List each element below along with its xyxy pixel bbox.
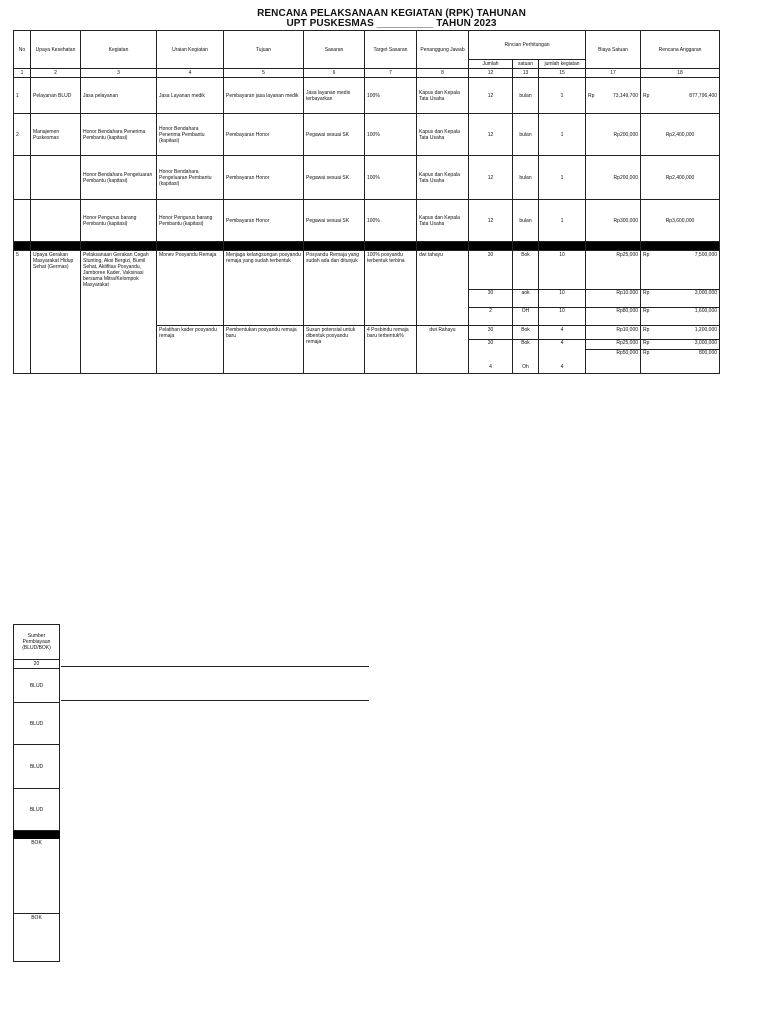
sub-value: 30 (487, 340, 494, 346)
cell-anggaran (641, 78, 720, 114)
anggaran-value: 877,796,400 (689, 92, 718, 99)
cell-uraian: Pelatihan kader posyandu remaja (157, 326, 224, 374)
col-header-uraian: Uraian Kegiatan (157, 31, 224, 69)
cell-pj: Kapus dan Kepala Tata Usaha (417, 200, 469, 242)
sub-value: 10 (559, 252, 565, 258)
cell-tujuan: Pembayaran Honor (224, 114, 304, 156)
col-header-upaya: Upaya Kesehatan (31, 31, 81, 69)
title-clip (0, 0, 768, 19)
currency-prefix: Rp (643, 308, 650, 314)
biaya-value: 73,149,700 (612, 92, 639, 99)
source-value: BLUD (14, 745, 60, 789)
cell-satuan: bulan (513, 156, 539, 200)
grid-line (61, 666, 369, 667)
cell-satuan (513, 251, 539, 326)
cell-target: 100% (365, 114, 417, 156)
cell-anggaran: Rp2,400,000 (641, 156, 720, 200)
sub-value: 2 (489, 308, 492, 314)
sub-value: 4 (560, 364, 564, 370)
table-row (14, 251, 720, 326)
col-header-jumlah: Jumlah (469, 60, 513, 69)
col-number: 15 (539, 69, 586, 78)
sub-value: 3,000,000 (694, 290, 718, 296)
grid-line (61, 700, 369, 701)
cell-upaya (31, 156, 81, 200)
cell-jumlah: 12 (469, 156, 513, 200)
sub-value: aok (521, 290, 530, 296)
currency-prefix: Rp (643, 252, 650, 258)
source-value: BOK (14, 839, 60, 914)
cell-sasaran: Pegawai sesuai SK (304, 156, 365, 200)
cell-upaya (31, 200, 81, 242)
cell-tujuan: Pembayaran Honor (224, 200, 304, 242)
col-number: 6 (304, 69, 365, 78)
source-value: BLUD (14, 703, 60, 745)
col-number: 1 (14, 69, 31, 78)
col-header-biaya: Biaya Satuan (586, 31, 641, 69)
source-value: BOK (14, 914, 60, 962)
col-number: 4 (157, 69, 224, 78)
col-number: 3 (81, 69, 157, 78)
col-header-kegiatan: Kegiatan (81, 31, 157, 69)
cell-anggaran (641, 326, 720, 374)
col-header-sasaran: Sasaran (304, 31, 365, 69)
page-title: RENCANA PELAKSANAAN KEGIATAN (RPK) TAHUNAN (257, 8, 526, 19)
cell-jumlah (469, 326, 513, 374)
col-number: 12 (469, 69, 513, 78)
col-number: 17 (586, 69, 641, 78)
sub-value: 3,000,000 (694, 340, 718, 346)
source-table (13, 624, 60, 962)
cell-no (14, 200, 31, 242)
cell-biaya: Rp200,000 (586, 156, 641, 200)
currency-prefix: Rp (588, 92, 595, 99)
cell-target: 100% posyandu terbentuk terbina (365, 251, 417, 326)
sub-value: 10 (559, 290, 565, 296)
cell-no: 1 (14, 78, 31, 114)
cell-uraian: Monev Posyandu Remaja (157, 251, 224, 326)
cell-biaya: Rp200,000 (586, 114, 641, 156)
cell-target: 4 Posbindu remaja baru terbentuk% (365, 326, 417, 374)
cell-kegiatan: Jasa pelayanan (81, 78, 157, 114)
sub-value: 1,200,000 (694, 327, 718, 333)
cell-no: 2 (14, 114, 31, 156)
sub-value: Bok (521, 252, 530, 258)
col-header-satuan: satuan (513, 60, 539, 69)
cell-kegiatan: Honor Bendahara Penerima Pembantu (kapitasi) (81, 114, 157, 156)
sub-value: Bok (521, 327, 530, 333)
sub-value: 4 (560, 327, 564, 333)
cell-biaya (586, 326, 641, 374)
col-number: 2 (31, 69, 81, 78)
cell-jumlah (469, 251, 513, 326)
currency-prefix: Rp (643, 340, 650, 346)
cell-sasaran: Susun potensial untuk dibentuk posyandu remaja (304, 326, 365, 374)
sub-value: Bok (521, 340, 530, 346)
sub-value: Oh (522, 364, 529, 370)
cell-sasaran: Jasa layanan medis terbayarkan (304, 78, 365, 114)
sub-value: 4 (489, 364, 492, 370)
col-header-no: No (14, 31, 31, 69)
sub-value: 30 (487, 327, 494, 333)
col-header-pj: Penanggung Jawab (417, 31, 469, 69)
cell-kegiatan: Honor Pengurus barang Pembantu (kapitasi) (81, 200, 157, 242)
sub-value: Rp25,000 (616, 340, 639, 346)
cell-anggaran: Rp2,400,000 (641, 114, 720, 156)
table-row (14, 156, 720, 200)
cell-jumlah-kegiatan: 1 (539, 200, 586, 242)
header-row (14, 31, 720, 60)
cell-tujuan: Menjaga kelangsungan posyandu remaja yang sudah terbentuk (224, 251, 304, 326)
cell-jumlah-kegiatan: 1 (539, 156, 586, 200)
cell-jumlah-kegiatan (539, 251, 586, 326)
sub-value: 1,600,000 (694, 308, 718, 314)
cell-jumlah-kegiatan (539, 326, 586, 374)
cell-jumlah: 12 (469, 114, 513, 156)
cell-biaya (586, 78, 641, 114)
cell-pj: dwi tahayu (417, 251, 469, 326)
col-header-jumlah-kegiatan: jumlah kegiatan (539, 60, 586, 69)
currency-prefix: Rp (643, 327, 650, 333)
sub-value: Rp50,000 (616, 350, 639, 356)
cell-satuan (513, 326, 539, 374)
page-subtitle: UPT PUSKESMAS __________ TAHUN 2023 (286, 18, 497, 29)
section-divider (14, 242, 720, 251)
sub-value: Rp25,000 (616, 252, 639, 258)
currency-prefix: Rp (643, 290, 650, 296)
cell-upaya: Upaya Gerakan Masyarakat Hidup Sehat (Germas) (31, 251, 81, 374)
cell-jumlah-kegiatan: 1 (539, 78, 586, 114)
col-header-anggaran: Rencana Anggaran (641, 31, 720, 69)
source-value: BLUD (14, 669, 60, 703)
cell-pj: Kapus dan Kepala Tata Usaha (417, 114, 469, 156)
cell-tujuan: Pembayaran Honor (224, 156, 304, 200)
cell-jumlah: 12 (469, 78, 513, 114)
cell-sasaran: Posyandu Remaja yang sudah ada dan ditunjuk (304, 251, 365, 326)
cell-target: 100% (365, 78, 417, 114)
cell-biaya (586, 251, 641, 326)
currency-prefix: Rp (643, 92, 650, 99)
cell-jumlah: 12 (469, 200, 513, 242)
col-number: 5 (224, 69, 304, 78)
column-number-row (14, 69, 720, 78)
cell-uraian: Jasa Layanan medik (157, 78, 224, 114)
col-number: 13 (513, 69, 539, 78)
col-header-target: Target Sasaran (365, 31, 417, 69)
col-header-rincian: Rincian Perhitungan (469, 31, 586, 60)
cell-no (14, 156, 31, 200)
table-row (14, 114, 720, 156)
cell-sasaran: Pegawai sesuai SK (304, 114, 365, 156)
sub-value: 30 (487, 290, 494, 296)
cell-tujuan: Pembayaran jasa layanan medik (224, 78, 304, 114)
cell-anggaran (641, 251, 720, 326)
sub-value: 800,000 (698, 350, 718, 356)
cell-anggaran: Rp3,600,000 (641, 200, 720, 242)
cell-tujuan: Pembentukan posyandu remaja baru (224, 326, 304, 374)
sub-value: 4 (560, 340, 564, 346)
cell-uraian: Honor Pengurus barang Pembantu (kapitasi) (157, 200, 224, 242)
sub-value: Rp10,000 (616, 290, 639, 296)
cell-upaya: Manajemen Puskesmas (31, 114, 81, 156)
currency-prefix: Rp (643, 350, 650, 356)
sub-value: Rp10,000 (616, 327, 639, 333)
cell-jumlah-kegiatan: 1 (539, 114, 586, 156)
cell-upaya: Pelayanan BLUD (31, 78, 81, 114)
col-header-tujuan: Tujuan (224, 31, 304, 69)
cell-no: 5 (14, 251, 31, 374)
sub-value: 30 (487, 252, 494, 258)
cell-biaya: Rp300,000 (586, 200, 641, 242)
cell-target: 100% (365, 200, 417, 242)
source-col-number: 20 (14, 660, 60, 669)
cell-satuan: bulan (513, 200, 539, 242)
cell-uraian: Honor Bendahara Penerima Pembantu (kapitasi) (157, 114, 224, 156)
sub-value: Rp80,000 (616, 308, 639, 314)
sub-value: 7,500,000 (694, 252, 718, 258)
col-number: 18 (641, 69, 720, 78)
col-number: 7 (365, 69, 417, 78)
source-value: BLUD (14, 789, 60, 831)
cell-kegiatan: Pelaksanaan Gerakan Cegah Stunting, Aksi Bergizi, Bumil Sehat, Aktifitas Posyandu, Jamboree Kader, Vaksinasi bersama Mitra/Kelompok Masyarakat (81, 251, 157, 374)
sub-value: OH (521, 308, 530, 314)
col-number: 8 (417, 69, 469, 78)
cell-pj: Kapus dan Kepala Tata Usaha (417, 78, 469, 114)
cell-target: 100% (365, 156, 417, 200)
section-divider (14, 831, 60, 839)
cell-kegiatan: Honor Bendahara Pengeluaran Pembantu (kapitasi) (81, 156, 157, 200)
cell-pj: dwi Rahayu (417, 326, 469, 374)
cell-pj: Kapus dan Kepala Tata Usaha (417, 156, 469, 200)
sub-value: 10 (559, 308, 565, 314)
rpk-table (13, 30, 720, 374)
cell-satuan: bulan (513, 78, 539, 114)
cell-sasaran: Pegawai sesuai SK (304, 200, 365, 242)
cell-uraian: Honor Bendahara Pengeluaran Pembantu (kapitasi) (157, 156, 224, 200)
table-row (14, 200, 720, 242)
cell-satuan: bulan (513, 114, 539, 156)
table-row (14, 78, 720, 114)
source-header: Sumber Pembiayaan (BLUD/BOK) (14, 625, 60, 660)
